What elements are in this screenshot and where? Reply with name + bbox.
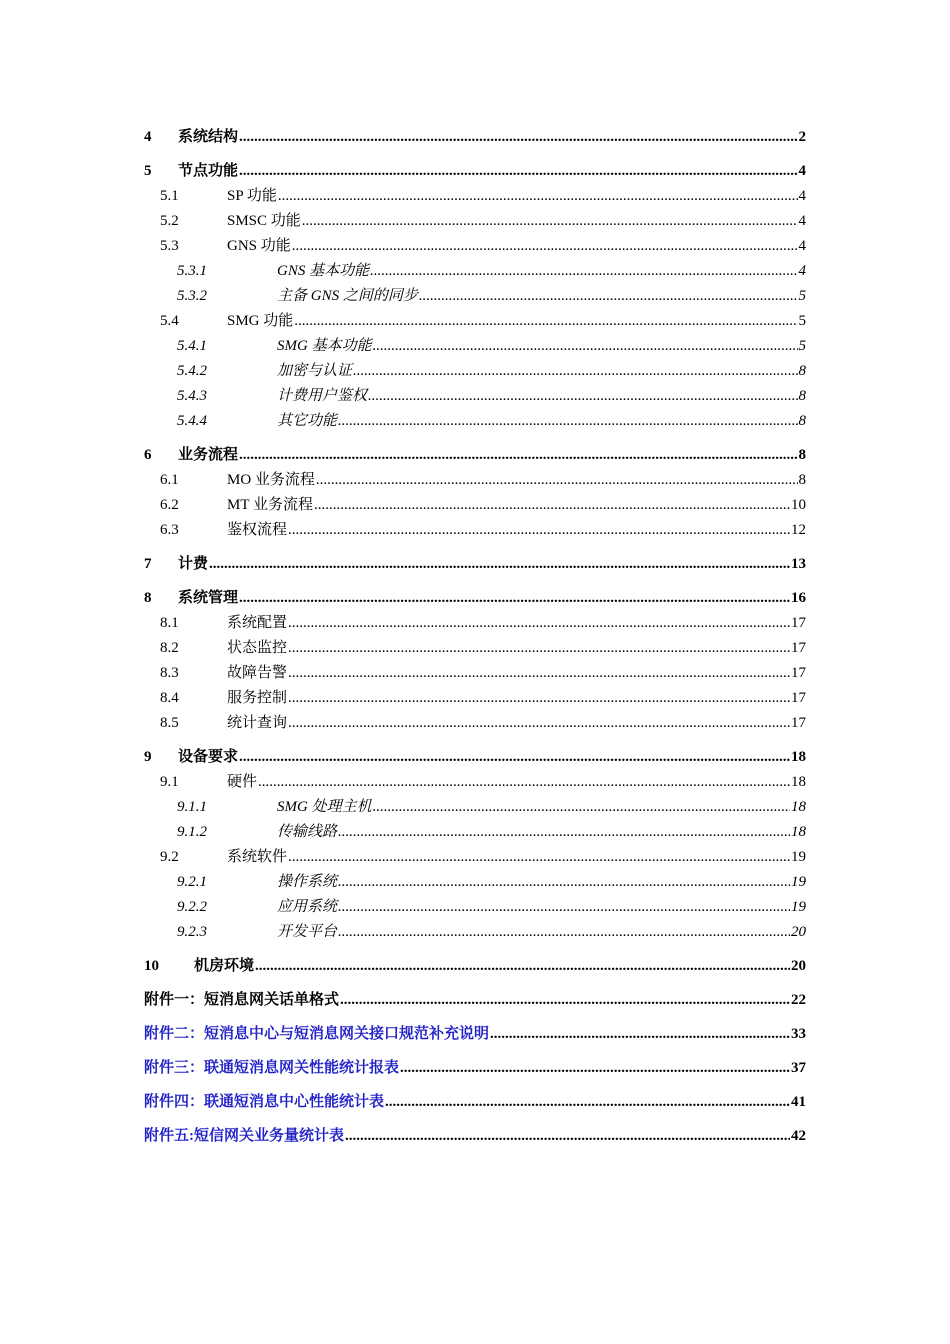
toc-entry-number: 6.2 xyxy=(160,497,179,513)
toc-entry[interactable] xyxy=(144,638,806,658)
toc-entry[interactable] xyxy=(144,713,806,733)
toc-entry-page: 8 xyxy=(798,413,806,429)
toc-entry[interactable] xyxy=(144,1126,806,1146)
toc-entry-page: 22 xyxy=(791,992,806,1008)
toc-dot-leader xyxy=(419,286,798,306)
toc-dot-leader xyxy=(314,495,790,515)
toc-entry-title: 设备要求 xyxy=(178,749,239,765)
toc-entry[interactable] xyxy=(144,361,806,381)
toc-dot-leader xyxy=(338,897,790,917)
toc-entry-page: 37 xyxy=(791,1060,806,1076)
toc-entry-number: 8.2 xyxy=(160,640,179,656)
toc-entry[interactable] xyxy=(144,445,806,465)
toc-entry[interactable] xyxy=(144,897,806,917)
toc-entry-number: 8.3 xyxy=(160,665,179,681)
toc-entry-title: 系统管理 xyxy=(178,590,239,606)
toc-entry-title: 其它功能 xyxy=(277,413,338,429)
toc-dot-leader xyxy=(370,261,797,281)
toc-entry-title: SP 功能 xyxy=(227,188,277,204)
toc-entry-number: 5.3.1 xyxy=(177,263,207,279)
toc-dot-leader xyxy=(288,638,790,658)
toc-entry-page: 17 xyxy=(791,615,806,631)
toc-entry-number: 5 xyxy=(144,163,152,179)
toc-entry-page: 19 xyxy=(791,874,806,890)
toc-entry-page: 18 xyxy=(791,749,806,765)
toc-dot-leader xyxy=(288,713,790,733)
toc-entry-number: 5.4.3 xyxy=(177,388,207,404)
toc-dot-leader xyxy=(288,520,790,540)
toc-dot-leader xyxy=(338,872,790,892)
toc-entry-title: 附件四：联通短消息中心性能统计表 xyxy=(144,1094,385,1110)
toc-entry[interactable] xyxy=(144,495,806,515)
toc-entry-page: 18 xyxy=(791,799,806,815)
toc-entry-title: 故障告警 xyxy=(227,665,288,681)
toc-dot-leader xyxy=(209,554,790,574)
toc-entry-title: 加密与认证 xyxy=(277,363,353,379)
toc-entry[interactable] xyxy=(144,922,806,942)
toc-entry-number: 6.1 xyxy=(160,472,179,488)
toc-dot-leader xyxy=(239,588,790,608)
toc-entry[interactable] xyxy=(144,554,806,574)
toc-entry-number: 8.5 xyxy=(160,715,179,731)
toc-entry-title: 应用系统 xyxy=(277,899,338,915)
toc-dot-leader xyxy=(373,336,798,356)
toc-entry-page: 42 xyxy=(791,1128,806,1144)
toc-dot-leader xyxy=(338,822,790,842)
toc-entry-title: MT 业务流程 xyxy=(227,497,313,513)
toc-entry-page: 4 xyxy=(798,213,806,229)
toc-entry[interactable] xyxy=(144,336,806,356)
toc-entry-title: 系统软件 xyxy=(227,849,288,865)
toc-entry[interactable] xyxy=(144,211,806,231)
toc-dot-leader xyxy=(490,1024,790,1044)
toc-entry-page: 19 xyxy=(791,849,806,865)
toc-entry[interactable] xyxy=(144,386,806,406)
toc-entry-number: 9.1 xyxy=(160,774,179,790)
toc-entry-page: 33 xyxy=(791,1026,806,1042)
toc-entry-number: 9.2.3 xyxy=(177,924,207,940)
toc-entry-page: 17 xyxy=(791,640,806,656)
toc-dot-leader xyxy=(353,361,797,381)
toc-entry-number: 9.2.2 xyxy=(177,899,207,915)
toc-entry[interactable] xyxy=(144,747,806,767)
toc-entry-number: 6.3 xyxy=(160,522,179,538)
toc-entry-title: SMSC 功能 xyxy=(227,213,301,229)
toc-entry-page: 18 xyxy=(791,824,806,840)
toc-entry-title: 附件三：联通短消息网关性能统计报表 xyxy=(144,1060,400,1076)
toc-entry-title: MO 业务流程 xyxy=(227,472,315,488)
toc-entry-title: 机房环境 xyxy=(194,958,255,974)
toc-entry[interactable] xyxy=(144,990,806,1010)
toc-entry[interactable] xyxy=(144,127,806,147)
toc-entry[interactable] xyxy=(144,470,806,490)
toc-entry[interactable] xyxy=(144,520,806,540)
toc-entry-page: 10 xyxy=(791,497,806,513)
toc-dot-leader xyxy=(338,922,790,942)
toc-entry-page: 4 xyxy=(798,238,806,254)
toc-entry-page: 5 xyxy=(798,338,806,354)
toc-entry-number: 5.4.4 xyxy=(177,413,207,429)
toc-entry[interactable] xyxy=(144,797,806,817)
toc-entry[interactable] xyxy=(144,286,806,306)
toc-entry-title: 系统结构 xyxy=(178,129,239,145)
toc-entry-number: 4 xyxy=(144,129,152,145)
toc-entry-number: 9.1.1 xyxy=(177,799,207,815)
toc-entry-number: 5.4.1 xyxy=(177,338,207,354)
toc-entry[interactable] xyxy=(144,613,806,633)
toc-entry-number: 9.2.1 xyxy=(177,874,207,890)
toc-entry-number: 5.4 xyxy=(160,313,179,329)
toc-entry-page: 4 xyxy=(798,263,806,279)
toc-dot-leader xyxy=(373,797,790,817)
toc-entry-title: 节点功能 xyxy=(178,163,239,179)
toc-entry-page: 16 xyxy=(791,590,806,606)
toc-entry-page: 19 xyxy=(791,899,806,915)
toc-dot-leader xyxy=(316,470,798,490)
toc-entry-page: 4 xyxy=(798,163,806,179)
toc-dot-leader xyxy=(302,211,798,231)
toc-entry-title: 硬件 xyxy=(227,774,258,790)
toc-dot-leader xyxy=(288,613,790,633)
toc-entry[interactable] xyxy=(144,261,806,281)
toc-entry-title: 操作系统 xyxy=(277,874,338,890)
toc-entry-page: 17 xyxy=(791,715,806,731)
toc-entry-title: 附件二：短消息中心与短消息网关接口规范补充说明 xyxy=(144,1026,490,1042)
toc-entry-page: 13 xyxy=(791,556,806,572)
toc-entry-title: 服务控制 xyxy=(227,690,288,706)
toc-entry-number: 9.1.2 xyxy=(177,824,207,840)
toc-entry[interactable] xyxy=(144,1024,806,1044)
toc-entry-title: 状态监控 xyxy=(227,640,288,656)
toc-entry[interactable] xyxy=(144,956,806,976)
toc-entry-page: 8 xyxy=(798,388,806,404)
toc-entry[interactable] xyxy=(144,1092,806,1112)
toc-entry[interactable] xyxy=(144,411,806,431)
toc-entry-number: 5.3.2 xyxy=(177,288,207,304)
toc-entry-title: 系统配置 xyxy=(227,615,288,631)
toc-entry-title: 业务流程 xyxy=(178,447,239,463)
toc-entry-title: GNS 功能 xyxy=(227,238,291,254)
toc-dot-leader xyxy=(338,411,797,431)
toc-dot-leader xyxy=(288,688,790,708)
toc-entry-page: 8 xyxy=(798,472,806,488)
toc-dot-leader xyxy=(400,1058,790,1078)
toc-entry-page: 17 xyxy=(791,690,806,706)
toc-entry[interactable] xyxy=(144,822,806,842)
toc-entry[interactable] xyxy=(144,236,806,256)
toc-entry-number: 5.2 xyxy=(160,213,179,229)
toc-entry-number: 5.3 xyxy=(160,238,179,254)
toc-entry-title: GNS 基本功能 xyxy=(277,263,370,279)
toc-entry-page: 17 xyxy=(791,665,806,681)
toc-entry-number: 8 xyxy=(144,590,152,606)
toc-entry[interactable] xyxy=(144,688,806,708)
toc-entry-number: 6 xyxy=(144,447,152,463)
toc-entry[interactable] xyxy=(144,663,806,683)
toc-entry[interactable] xyxy=(144,1058,806,1078)
toc-entry-page: 5 xyxy=(798,288,806,304)
toc-dot-leader xyxy=(294,311,797,331)
toc-entry-title: 附件五:短信网关业务量统计表 xyxy=(144,1128,344,1144)
toc-entry-page: 18 xyxy=(791,774,806,790)
toc-entry-number: 5.4.2 xyxy=(177,363,207,379)
toc-dot-leader xyxy=(385,1092,790,1112)
toc-dot-leader xyxy=(239,445,797,465)
toc-dot-leader xyxy=(368,386,797,406)
toc-entry-page: 4 xyxy=(798,188,806,204)
toc-dot-leader xyxy=(288,663,790,683)
toc-dot-leader xyxy=(278,186,798,206)
toc-entry[interactable] xyxy=(144,186,806,206)
toc-entry-title: 附件一：短消息网关话单格式 xyxy=(144,992,340,1008)
toc-entry-number: 7 xyxy=(144,556,152,572)
toc-entry[interactable] xyxy=(144,847,806,867)
toc-entry[interactable] xyxy=(144,311,806,331)
toc-entry-number: 9.2 xyxy=(160,849,179,865)
toc-entry-title: 开发平台 xyxy=(277,924,338,940)
toc-entry-number: 8.4 xyxy=(160,690,179,706)
toc-dot-leader xyxy=(255,956,790,976)
table-of-contents xyxy=(144,127,806,1146)
toc-dot-leader xyxy=(345,1126,790,1146)
toc-entry-page: 12 xyxy=(791,522,806,538)
toc-dot-leader xyxy=(239,747,790,767)
toc-entry-title: 计费用户鉴权 xyxy=(277,388,368,404)
toc-entry[interactable] xyxy=(144,872,806,892)
toc-entry-number: 9 xyxy=(144,749,152,765)
toc-entry-title: 计费 xyxy=(178,556,209,572)
toc-dot-leader xyxy=(239,127,797,147)
toc-dot-leader xyxy=(340,990,790,1010)
toc-entry-title: 统计查询 xyxy=(227,715,288,731)
toc-entry-page: 8 xyxy=(798,363,806,379)
toc-entry-title: SMG 基本功能 xyxy=(277,338,372,354)
toc-dot-leader xyxy=(239,161,797,181)
toc-entry-title: 主备 GNS 之间的同步 xyxy=(277,288,418,304)
toc-entry[interactable] xyxy=(144,161,806,181)
toc-entry-page: 2 xyxy=(798,129,806,145)
toc-dot-leader xyxy=(292,236,798,256)
toc-entry-page: 20 xyxy=(791,924,806,940)
toc-entry[interactable] xyxy=(144,772,806,792)
toc-entry-page: 41 xyxy=(791,1094,806,1110)
toc-entry-number: 10 xyxy=(144,958,159,974)
toc-dot-leader xyxy=(288,847,790,867)
toc-entry-title: 传输线路 xyxy=(277,824,338,840)
toc-entry-page: 5 xyxy=(798,313,806,329)
toc-entry[interactable] xyxy=(144,588,806,608)
toc-entry-number: 8.1 xyxy=(160,615,179,631)
toc-entry-page: 8 xyxy=(798,447,806,463)
toc-entry-page: 20 xyxy=(791,958,806,974)
toc-entry-title: SMG 功能 xyxy=(227,313,294,329)
toc-dot-leader xyxy=(258,772,790,792)
toc-entry-number: 5.1 xyxy=(160,188,179,204)
toc-entry-title: SMG 处理主机 xyxy=(277,799,372,815)
toc-entry-title: 鉴权流程 xyxy=(227,522,288,538)
